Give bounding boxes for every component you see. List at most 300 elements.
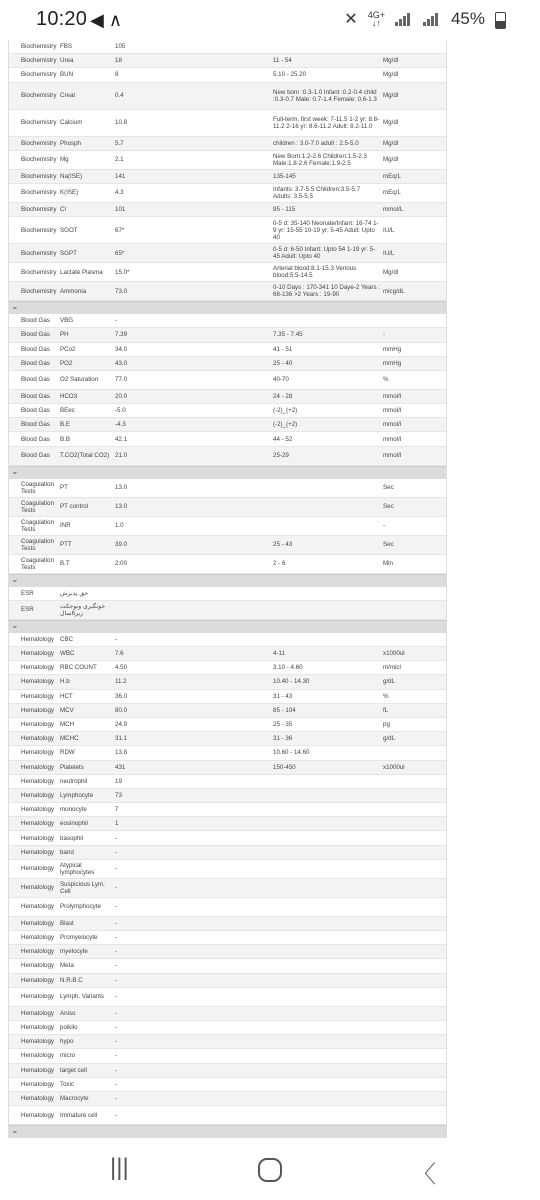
result-cell: 43.0: [115, 359, 128, 367]
table-row: [9, 846, 446, 860]
group-cell: Biochemistry: [21, 268, 57, 276]
group-cell: Biochemistry: [21, 119, 57, 127]
home-icon[interactable]: [258, 1158, 282, 1182]
group-cell: Biochemistry: [21, 226, 57, 234]
result-cell: -: [115, 1052, 118, 1060]
result-cell: 18: [115, 57, 122, 65]
test-cell: Urea: [60, 57, 74, 65]
unit-cell: g/dL: [383, 735, 396, 743]
result-cell: 21.0: [115, 452, 128, 460]
result-cell: -: [115, 884, 118, 892]
reference-cell: 4-11: [273, 650, 285, 658]
back-icon[interactable]: 〈: [412, 1161, 436, 1188]
unit-cell: mmol/l: [383, 452, 402, 460]
table-row: [9, 746, 446, 760]
result-cell: 1.0: [115, 522, 124, 530]
reference-cell: 24 - 28: [273, 392, 293, 400]
group-cell: Biochemistry: [21, 92, 57, 100]
test-cell: Promyelocyte: [60, 934, 98, 942]
reference-cell: 0-10 Days : 170-341 10 Daye-2 Years : 68-136 >2 Years : 19-90: [273, 284, 380, 299]
result-cell: -: [115, 1009, 118, 1017]
test-cell: target cell: [60, 1066, 87, 1074]
test-cell: eosinophil: [60, 820, 88, 828]
unit-cell: mEq/L: [383, 189, 401, 197]
test-cell: K(ISE): [60, 189, 79, 197]
result-cell: 2.1: [115, 156, 124, 164]
test-cell: INR: [60, 522, 71, 530]
reference-cell: New born :0.3-1.0 Infant :0.2-0.4 child :0.3-0.7 Male: 0.7-1.4 Female: 0.6-1.3: [273, 88, 377, 103]
table-row: [9, 282, 446, 301]
group-cell: Hematology: [21, 1009, 55, 1017]
unit-cell: mmol/l: [383, 435, 402, 443]
test-cell: MCH: [60, 721, 75, 729]
reference-cell: New Born:1.2-2.6 Children:1.5-2.3 Male:1.8-2.6 Female:1.9-2.5: [273, 152, 367, 167]
table-row: [9, 170, 446, 184]
section-hematology: [9, 633, 446, 1125]
reference-cell: 85 - 104: [273, 706, 296, 714]
table-row: [9, 587, 446, 601]
mute-icon: ✕: [344, 11, 358, 28]
table-row: [9, 661, 446, 675]
table-row: [9, 184, 446, 203]
test-cell: Na(ISE): [60, 172, 83, 180]
table-row: [9, 390, 446, 404]
result-cell: 73.0: [115, 287, 128, 295]
result-cell: 101: [115, 206, 126, 214]
table-row: [9, 917, 446, 931]
group-cell: Hematology: [21, 678, 55, 686]
reference-cell: (-2)_(+2): [273, 421, 298, 429]
group-cell: Hematology: [21, 1094, 55, 1102]
test-cell: HCT: [60, 692, 73, 700]
chevron-down-icon: ⌄: [11, 619, 19, 630]
table-row: [9, 244, 446, 263]
result-cell: 431: [115, 763, 126, 771]
test-cell: N.R.B.C: [60, 976, 83, 984]
result-cell: 8: [115, 71, 119, 79]
table-row: [9, 151, 446, 170]
test-cell: SGOT: [60, 226, 78, 234]
unit-cell: pg: [383, 721, 390, 729]
test-cell: HCO3: [60, 392, 78, 400]
result-cell: -: [115, 1038, 118, 1046]
group-cell: ESR: [21, 606, 34, 614]
unit-cell: mmol/l: [383, 392, 402, 400]
status-right-icons: [344, 9, 506, 29]
test-cell: Macrocyte: [60, 1094, 89, 1102]
result-cell: 36.0: [115, 692, 128, 700]
table-row: [9, 704, 446, 718]
group-cell: Blood Gas: [21, 376, 50, 384]
test-cell: poikilo: [60, 1024, 78, 1032]
result-cell: 34.0: [115, 345, 128, 353]
result-cell: 13.0: [115, 503, 128, 511]
unit-cell: mmHg: [383, 359, 402, 367]
group-cell: Coagulation Tests: [21, 518, 55, 533]
result-cell: 11.2: [115, 678, 127, 686]
reference-cell: 25-29: [273, 452, 289, 460]
result-cell: -5.0: [115, 407, 126, 415]
table-row: [9, 68, 446, 82]
unit-cell: Min: [383, 560, 393, 568]
group-cell: Blood Gas: [21, 317, 50, 325]
table-row: [9, 404, 446, 418]
test-cell: VBG: [60, 317, 74, 325]
table-row: [9, 110, 446, 137]
group-cell: Biochemistry: [21, 206, 57, 214]
reference-cell: 3.10 - 4.60: [273, 664, 303, 672]
table-row: [9, 1064, 446, 1078]
group-cell: Biochemistry: [21, 57, 57, 65]
test-cell: CBC: [60, 635, 74, 643]
unit-cell: %: [383, 376, 389, 384]
recent-apps-icon[interactable]: |||: [110, 1154, 129, 1181]
reference-cell: 95 - 115: [273, 206, 296, 214]
result-cell: 2:00: [115, 560, 128, 568]
chevron-down-icon: ⌄: [11, 465, 19, 476]
result-cell: 1: [115, 820, 119, 828]
table-row: [9, 988, 446, 1007]
result-cell: -: [115, 1094, 118, 1102]
table-row: [9, 817, 446, 831]
reference-cell: 25 - 40: [273, 359, 293, 367]
group-cell: Hematology: [21, 692, 55, 700]
group-cell: Hematology: [21, 820, 55, 828]
result-cell: -: [115, 948, 118, 956]
test-cell: Aniso: [60, 1009, 76, 1017]
reference-cell: 41 - 51: [273, 345, 293, 353]
group-cell: Hematology: [21, 934, 55, 942]
unit-cell: fL: [383, 706, 389, 714]
table-row: [9, 1106, 446, 1125]
test-cell: خونگیری ونوجکت زیر6سال: [60, 602, 106, 617]
table-row: [9, 675, 446, 689]
test-cell: RDW: [60, 749, 75, 757]
reference-cell: 31 - 36: [273, 735, 293, 743]
group-cell: Biochemistry: [21, 71, 57, 79]
test-cell: myelocyte: [60, 948, 88, 956]
result-cell: 77.0: [115, 376, 128, 384]
test-cell: B.B: [60, 435, 70, 443]
table-row: [9, 328, 446, 342]
group-cell: Blood Gas: [21, 392, 50, 400]
group-cell: Hematology: [21, 721, 55, 729]
table-row: [9, 536, 446, 555]
test-cell: Lymph. Variants: [60, 993, 105, 1001]
test-cell: micro: [60, 1052, 76, 1060]
result-cell: -: [115, 317, 118, 325]
result-cell: 0.4: [115, 92, 124, 100]
group-cell: Hematology: [21, 763, 55, 771]
reference-cell: (-2)_(+2): [273, 407, 298, 415]
test-cell: PT control: [60, 503, 89, 511]
group-cell: Hematology: [21, 1052, 55, 1060]
result-cell: 24.9: [115, 721, 128, 729]
unit-cell: Mg/dl: [383, 119, 399, 127]
result-cell: 5.7: [115, 139, 124, 147]
test-cell: neutrophil: [60, 777, 88, 785]
group-cell: Blood Gas: [21, 345, 50, 353]
unit-cell: mmHg: [383, 345, 402, 353]
test-cell: O2 Saturation: [60, 376, 99, 384]
result-cell: -: [115, 919, 118, 927]
test-cell: Ammonia: [60, 287, 87, 295]
group-cell: Hematology: [21, 664, 55, 672]
group-cell: Blood Gas: [21, 435, 50, 443]
result-cell: 65*: [115, 249, 125, 257]
signal-bars-icon-2: [423, 12, 441, 26]
result-cell: 39.0: [115, 541, 128, 549]
table-row: [9, 647, 446, 661]
reference-cell: 25 - 43: [273, 541, 293, 549]
table-row: [9, 601, 446, 620]
table-row: [9, 447, 446, 466]
unit-cell: Mg/dl: [383, 268, 399, 276]
reference-cell: 44 - 52: [273, 435, 293, 443]
chevron-down-icon: ⌄: [11, 573, 19, 584]
unit-cell: mmol/l: [383, 407, 402, 415]
group-cell: Blood Gas: [21, 331, 50, 339]
unit-cell: Sec: [383, 484, 394, 492]
battery-icon: [495, 12, 506, 29]
table-row: [9, 1049, 446, 1063]
table-row: [9, 314, 446, 328]
reference-cell: 5.10 - 25.20: [273, 71, 307, 79]
reference-cell: 10.60 - 14.60: [273, 749, 310, 757]
result-cell: 7.39: [115, 331, 128, 339]
group-cell: Hematology: [21, 1111, 55, 1119]
android-nav-bar: [0, 1140, 540, 1200]
section-toggle-next[interactable]: [9, 1125, 446, 1138]
group-cell: ESR: [21, 589, 34, 597]
result-cell: 4.3: [115, 189, 124, 197]
table-row: [9, 263, 446, 282]
test-cell: Calcium: [60, 119, 83, 127]
table-row: [9, 418, 446, 432]
battery-percent: 45%: [450, 9, 485, 28]
result-cell: 42.1: [115, 435, 128, 443]
test-cell: Prolymphocyte: [60, 903, 101, 911]
lab-results-table[interactable]: [8, 40, 447, 1138]
result-cell: -: [115, 1066, 118, 1074]
group-cell: Hematology: [21, 976, 55, 984]
test-cell: H.b: [60, 678, 70, 686]
result-cell: 13.0: [115, 484, 128, 492]
test-cell: B.E: [60, 421, 70, 429]
test-cell: BUN: [60, 71, 74, 79]
test-cell: MCHC: [60, 735, 79, 743]
section-esr: [9, 587, 446, 620]
table-row: [9, 498, 446, 517]
section-toggle-blood-gas[interactable]: [9, 301, 446, 314]
test-cell: Immature cell: [60, 1111, 98, 1119]
table-row: [9, 690, 446, 704]
table-row: [9, 203, 446, 217]
test-cell: Toxic: [60, 1080, 75, 1088]
table-row: [9, 959, 446, 973]
result-cell: 15.0*: [115, 268, 130, 276]
table-row: [9, 1007, 446, 1021]
section-toggle-coagulation[interactable]: [9, 466, 446, 479]
test-cell: Platelets: [60, 763, 84, 771]
reference-cell: 31 - 43: [273, 692, 293, 700]
table-row: [9, 343, 446, 357]
test-cell: Lactate Plasma: [60, 268, 103, 276]
group-cell: Hematology: [21, 749, 55, 757]
table-row: [9, 718, 446, 732]
group-cell: Coagulation Tests: [21, 537, 55, 552]
result-cell: -: [115, 1024, 118, 1032]
table-row: [9, 761, 446, 775]
network-type-icon: 4G+ ↓↑: [367, 10, 385, 28]
group-cell: Biochemistry: [21, 189, 57, 197]
table-row: [9, 831, 446, 845]
reference-cell: children : 3.0-7.0 adult : 2.5-5.0: [273, 139, 359, 147]
table-row: [9, 860, 446, 879]
table-row: [9, 83, 446, 110]
table-row: [9, 432, 446, 446]
result-cell: -: [115, 635, 118, 643]
unit-cell: x1000ul: [383, 763, 405, 771]
section-toggle-esr[interactable]: [9, 574, 446, 587]
test-cell: band: [60, 848, 74, 856]
test-cell: Atypical lymphocytes: [60, 861, 95, 876]
test-cell: Blast: [60, 919, 74, 927]
reference-cell: 2 - 6: [273, 560, 286, 568]
test-cell: BEec: [60, 407, 75, 415]
reference-cell: Full-term, first week: 7-11.5 1-2 yr: 8.8-11.2 2-16 yr: 8.6-11.2 Adult: 8.2-11.0: [273, 115, 380, 130]
test-cell: حق پذیرش: [60, 589, 89, 597]
group-cell: Biochemistry: [21, 156, 57, 164]
unit-cell: -: [383, 331, 386, 339]
result-cell: 67*: [115, 226, 125, 234]
reference-cell: 150-450: [273, 763, 296, 771]
result-cell: 73: [115, 791, 122, 799]
group-cell: Hematology: [21, 706, 55, 714]
group-cell: Blood Gas: [21, 407, 50, 415]
test-cell: PTT: [60, 541, 72, 549]
test-cell: PT: [60, 484, 68, 492]
test-cell: monocyte: [60, 806, 87, 814]
test-cell: basophil: [60, 834, 84, 842]
table-row: [9, 40, 446, 54]
group-cell: Blood Gas: [21, 452, 50, 460]
reference-cell: 11 - 54: [273, 57, 292, 65]
result-cell: 31.1: [115, 735, 128, 743]
table-row: [9, 1092, 446, 1106]
unit-cell: Mg/dl: [383, 156, 399, 164]
result-cell: -: [115, 1111, 118, 1119]
result-cell: -: [115, 934, 118, 942]
group-cell: Hematology: [21, 865, 55, 873]
status-time: 10:20: [36, 8, 88, 30]
test-cell: MCV: [60, 706, 74, 714]
result-cell: -: [115, 976, 118, 984]
unit-cell: Mg/dl: [383, 139, 399, 147]
test-cell: FBS: [60, 43, 73, 51]
result-cell: 19: [115, 777, 122, 785]
unit-cell: mmol/L: [383, 206, 404, 214]
group-cell: Blood Gas: [21, 421, 50, 429]
table-row: [9, 931, 446, 945]
group-cell: Hematology: [21, 735, 55, 743]
table-row: [9, 371, 446, 390]
result-cell: 10.8: [115, 119, 128, 127]
chevron-down-icon: ⌄: [11, 301, 19, 312]
section-biochemistry: [9, 40, 446, 301]
reference-cell: 40-70: [273, 376, 289, 384]
table-row: [9, 803, 446, 817]
group-cell: Hematology: [21, 993, 55, 1001]
section-coagulation: [9, 479, 446, 574]
result-cell: 7: [115, 806, 119, 814]
result-cell: 13.8: [115, 749, 128, 757]
result-cell: -: [115, 865, 118, 873]
group-cell: Hematology: [21, 919, 55, 927]
group-cell: Biochemistry: [21, 287, 57, 295]
test-cell: PCo2: [60, 345, 76, 353]
table-row: [9, 732, 446, 746]
test-cell: RBC COUNT: [60, 664, 97, 672]
group-cell: Biochemistry: [21, 172, 57, 180]
table-row: [9, 54, 446, 68]
test-cell: Creat: [60, 92, 76, 100]
table-row: [9, 879, 446, 898]
section-toggle-hematology[interactable]: [9, 620, 446, 633]
group-cell: Hematology: [21, 848, 55, 856]
test-cell: hypo: [60, 1038, 74, 1046]
section-blood-gas: [9, 314, 446, 466]
table-row: [9, 775, 446, 789]
group-cell: Hematology: [21, 1066, 55, 1074]
table-row: [9, 945, 446, 959]
test-cell: WBC: [60, 650, 75, 658]
group-cell: Hematology: [21, 635, 55, 643]
test-cell: Cl: [60, 206, 66, 214]
table-row: [9, 517, 446, 536]
group-cell: Hematology: [21, 903, 55, 911]
test-cell: PO2: [60, 359, 73, 367]
test-cell: Meta: [60, 962, 74, 970]
unit-cell: IU/L: [383, 249, 395, 257]
unit-cell: mmol/l: [383, 421, 402, 429]
unit-cell: %: [383, 692, 389, 700]
test-cell: Suspicious Lym. Cell: [60, 880, 105, 895]
group-cell: Hematology: [21, 834, 55, 842]
reference-cell: 7.35 - 7.45: [273, 331, 303, 339]
result-cell: -: [115, 848, 118, 856]
table-row: [9, 479, 446, 498]
result-cell: -: [115, 962, 118, 970]
group-cell: Hematology: [21, 777, 55, 785]
test-cell: SGPT: [60, 249, 77, 257]
test-cell: B.T: [60, 560, 70, 568]
result-cell: -: [115, 903, 118, 911]
result-cell: 141: [115, 172, 126, 180]
unit-cell: -: [383, 522, 386, 530]
table-row: [9, 357, 446, 371]
unit-cell: x1000ul: [383, 650, 405, 658]
test-cell: T.CO2(Total CO2): [60, 452, 110, 460]
group-cell: Coagulation Tests: [21, 499, 55, 514]
result-cell: -: [115, 834, 118, 842]
test-cell: Phosph: [60, 139, 81, 147]
reference-cell: 135-145: [273, 172, 296, 180]
table-row: [9, 898, 446, 917]
chevron-down-icon: ⌄: [11, 1125, 19, 1136]
navigation-arrow-icon: ◀ ∧: [90, 10, 123, 30]
result-cell: 80.0: [115, 706, 128, 714]
